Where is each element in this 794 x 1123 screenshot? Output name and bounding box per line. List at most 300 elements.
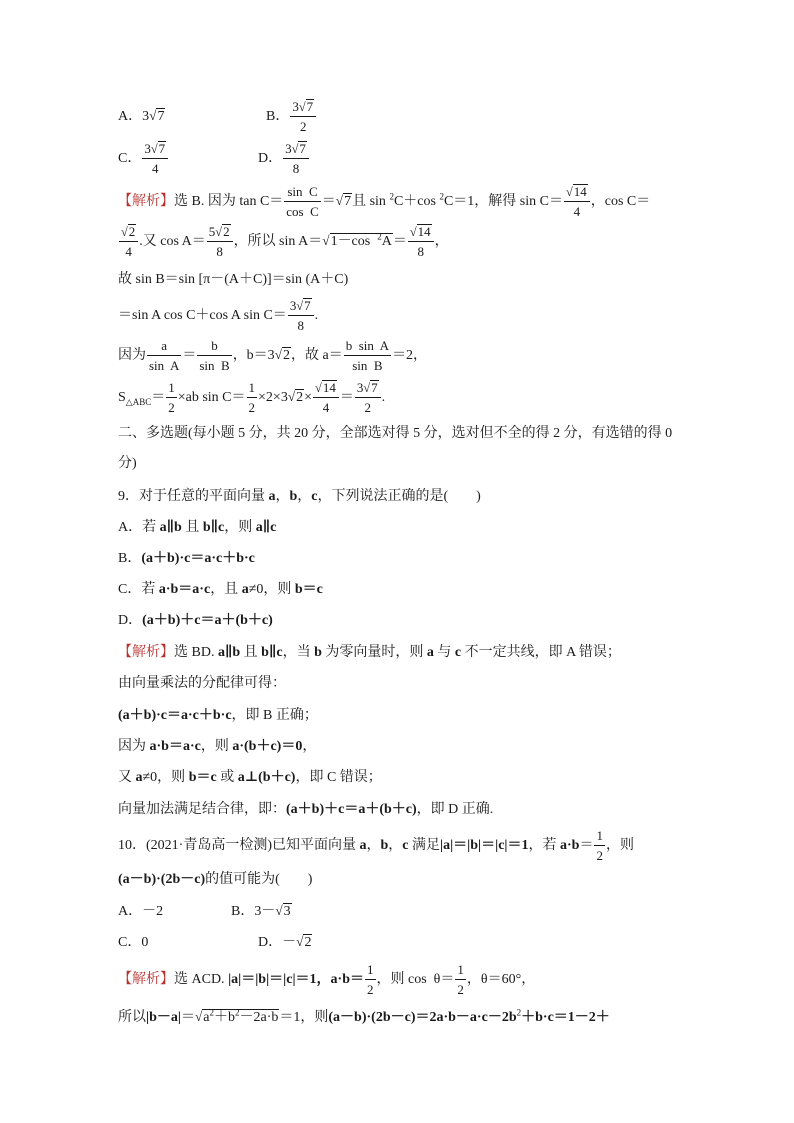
text-run: 14 (417, 224, 431, 240)
fraction-numerator (288, 297, 314, 315)
text-run: S (118, 390, 126, 405)
fraction (197, 337, 231, 374)
text-run: .又 cos A＝ (139, 234, 206, 249)
solution-label: 【解析】 (118, 972, 174, 987)
fraction-numerator (313, 379, 339, 397)
radical-sign-icon: √ (149, 108, 157, 123)
vector-expression: a·(b＋c)＝0 (232, 739, 303, 754)
radical-sign-icon: √ (565, 185, 573, 200)
fraction-denominator (288, 315, 314, 334)
square-root (296, 298, 311, 314)
text-run: ， (297, 489, 312, 504)
text-run: sin C (287, 184, 318, 200)
text-run: 满足 (408, 838, 441, 853)
vector-expression: (a－b)·(2b－c)＝2a·b－a·c－2b (328, 1010, 517, 1025)
vector-expression: (a＋b)＋c＝a＋(b＋c) (142, 613, 273, 628)
text-run: 2 (299, 119, 307, 135)
vector-expression: |a|＝|b|＝|c|＝1，a·b＝ (228, 972, 365, 987)
fraction (594, 827, 605, 864)
radical-sign-icon: √ (298, 100, 306, 115)
solution-label: 【解析】 (118, 194, 174, 209)
text-run: ，若 (528, 838, 561, 853)
text-run: 14 (322, 380, 336, 396)
fraction-denominator (119, 241, 138, 260)
text-run: 7 (157, 109, 165, 124)
fraction-numerator (365, 961, 376, 979)
text-run: . (381, 390, 386, 405)
radical-sign-icon: √ (296, 299, 304, 314)
text-run: D．－ (258, 935, 297, 950)
text-run: 7 (299, 141, 306, 157)
radicand (330, 233, 393, 250)
vector-expression: b (380, 838, 389, 853)
text-run: 8 (216, 244, 223, 260)
fraction-numerator (408, 223, 434, 241)
square-root (215, 224, 230, 240)
radicand (128, 224, 137, 240)
fraction-numerator (142, 140, 168, 158)
square-root (566, 184, 588, 200)
text-run: C．若 (118, 582, 159, 597)
text-run: 且 (181, 520, 203, 535)
text-run: 2 (596, 848, 603, 864)
text-run: . (314, 308, 319, 323)
fraction (166, 379, 177, 416)
text-run: ＝2， (392, 348, 428, 363)
text-run: 选 BD. (174, 645, 218, 660)
vector-expression: (a＋b)＋c＝a＋(b＋c) (286, 802, 417, 817)
radicand (417, 224, 432, 240)
vector-expression: c (454, 645, 462, 660)
text-run: 选 B. 因为 tan C＝ (174, 194, 284, 209)
text-run: ， (388, 838, 403, 853)
subscript: △ABC (125, 396, 152, 407)
fraction-denominator (207, 241, 233, 260)
square-root (315, 380, 337, 396)
fraction-denominator (365, 979, 376, 998)
option-a (118, 109, 165, 124)
superscript: 2 (234, 1007, 240, 1018)
superscript: 2 (377, 231, 382, 242)
text-run: ＝ (151, 390, 166, 405)
text-run: 8 (417, 244, 424, 260)
option-b (266, 97, 317, 137)
fraction-numerator (594, 827, 605, 845)
radical-sign-icon: √ (322, 233, 330, 248)
text-run: 7 (158, 141, 166, 157)
vector-expression: ＋b·c＝1－2＋ (521, 1010, 610, 1025)
text-run: ，即 B 正确； (231, 708, 318, 723)
fraction-denominator (142, 158, 168, 177)
text-run: ＝ (579, 838, 594, 853)
text-run: C＋cos (393, 194, 440, 209)
fraction-numerator (247, 379, 258, 397)
text-run: 10．(2021·青岛高一检测)已知平面向量 (118, 838, 360, 853)
vector-expression: a (426, 645, 434, 660)
radicand (303, 934, 312, 951)
text-run: ，则 cos θ＝ (376, 972, 455, 987)
text-run: 3 (292, 99, 299, 115)
radicand (303, 298, 312, 314)
text-run: 4 (573, 204, 581, 220)
heading-line (118, 414, 672, 454)
radicand (370, 380, 379, 396)
fraction (408, 223, 434, 260)
text-run: 分) (118, 456, 137, 471)
text-run: a (203, 1010, 210, 1025)
text-run: 1 (367, 962, 374, 978)
text-run: 且 (240, 645, 262, 660)
text-run: 2 (296, 390, 304, 405)
vector-expression: a·b (560, 838, 580, 853)
radical-sign-icon: √ (363, 381, 371, 396)
square-root (322, 233, 393, 251)
fraction-denominator (283, 158, 309, 177)
radicand (158, 141, 167, 157)
fraction-denominator (197, 355, 231, 374)
text-run: 或 (216, 770, 238, 785)
fraction (564, 183, 590, 220)
vector-expression: a (135, 770, 143, 785)
text-run: 3 (283, 904, 291, 919)
text-run: × (304, 390, 313, 405)
text-run: 7 (371, 380, 378, 396)
fraction (142, 140, 168, 177)
fraction-denominator (147, 355, 181, 374)
text-run: 7 (306, 99, 314, 115)
text-run: 故 sin B＝sin [π－(A＋C)]＝sin (A＋C) (118, 272, 349, 287)
radical-sign-icon: √ (409, 225, 417, 240)
radical-sign-icon: √ (121, 225, 128, 240)
vector-expression: a·b＝a·c (149, 739, 201, 754)
vector-expression: a (241, 582, 249, 597)
text-run: A．－2 (118, 904, 164, 919)
option-c (118, 935, 148, 950)
text-run: 4 (151, 161, 159, 177)
text-run: ＝sin A cos C＋cos A sin C＝ (118, 308, 287, 323)
radical-sign-icon: √ (215, 225, 223, 240)
text-run: 5 (208, 224, 216, 240)
square-root (336, 193, 352, 211)
text-run: 所以 (118, 1010, 146, 1025)
solution-line (118, 790, 493, 830)
square-root (149, 108, 165, 126)
fraction (207, 223, 233, 260)
text-run: ≠0，则 (248, 582, 295, 597)
text-run: 3 (356, 380, 364, 396)
text-run: ， (275, 489, 290, 504)
text-run: A (381, 234, 392, 249)
fraction-numerator (166, 379, 177, 397)
text-run: 3 (289, 298, 297, 314)
fraction-denominator (564, 201, 590, 220)
option-row (118, 923, 312, 963)
superscript: 2 (439, 191, 444, 202)
vector-expression: b (314, 645, 322, 660)
text-run: ，即 C 错误； (295, 770, 382, 785)
text-run: B． (266, 109, 290, 124)
fraction (290, 98, 316, 135)
fraction-denominator (408, 241, 434, 260)
text-run: ＝ (321, 194, 336, 209)
option-row (118, 139, 306, 179)
text-run: 不一定共线，即 A 错误； (461, 645, 621, 660)
text-run: 2 (364, 400, 371, 416)
text-run: ，则 (200, 739, 233, 754)
text-run: ，当 (282, 645, 315, 660)
fraction (288, 297, 314, 334)
superscript: 2 (209, 1007, 214, 1018)
text-run: B．3－ (231, 904, 276, 919)
radicand (343, 193, 352, 210)
vector-expression: (a－b)·(2b－c) (118, 872, 206, 887)
text-run: D． (118, 613, 143, 628)
text-run: 2 (168, 400, 175, 416)
text-run: B． (118, 551, 142, 566)
radical-sign-icon: √ (291, 142, 299, 157)
text-run: 3 (285, 141, 292, 157)
text-run: C．0 (118, 935, 149, 950)
square-root (151, 141, 166, 157)
square-root (363, 380, 378, 396)
fraction-numerator (564, 183, 590, 201)
text-run: ，所以 sin A＝ (233, 234, 323, 249)
text-run: D． (258, 151, 283, 166)
solution-line (118, 378, 385, 418)
text-run: ＝ (392, 234, 407, 249)
fraction-numerator (284, 183, 321, 201)
vector-expression: a (268, 489, 276, 504)
text-run: 9．对于任意的平面向量 (118, 489, 269, 504)
text-run: 2 (283, 348, 290, 363)
option-d (258, 139, 310, 179)
radicand (295, 389, 304, 406)
solution-label: 【解析】 (118, 645, 174, 660)
vector-expression: a·b＝a·c (158, 582, 211, 597)
text-run: ＝1，则 (279, 1010, 329, 1025)
solution-line (118, 296, 318, 336)
fraction-denominator (344, 355, 391, 374)
square-root (299, 99, 314, 115)
fraction (147, 337, 181, 374)
text-run: 4 (322, 400, 330, 416)
text-run: ×2×3 (258, 390, 288, 405)
vector-expression: a⊥(b＋c) (237, 770, 296, 785)
radicand (282, 347, 291, 364)
radicand (573, 184, 588, 200)
radicand (156, 108, 165, 125)
text-run: 又 (118, 770, 136, 785)
text-run: ＝ (339, 390, 354, 405)
radicand (322, 380, 337, 396)
radical-sign-icon: √ (335, 193, 344, 208)
vector-expression: b＝c (188, 770, 217, 785)
solution-line (118, 336, 427, 376)
text-run: 向量加法满足结合律，即： (118, 802, 286, 817)
text-run: 1－cos (330, 234, 378, 249)
text-run: 为零向量时，则 (321, 645, 427, 660)
text-run: 选 ACD. (174, 972, 229, 987)
fraction-numerator (290, 98, 316, 116)
vector-expression: (a＋b)·c＝a·c＋b·c (118, 708, 232, 723)
text-run: 7 (344, 194, 352, 209)
vector-expression: a (359, 838, 367, 853)
option-row (118, 97, 314, 137)
superscript: 2 (389, 191, 394, 202)
text-run: 2 (128, 224, 136, 240)
text-run: ， (366, 838, 381, 853)
vector-expression: |a|＝|b|＝|c|＝1 (440, 838, 529, 853)
text-run: ≠0，则 (142, 770, 189, 785)
fraction (283, 140, 309, 177)
vector-expression: c (402, 838, 409, 853)
option-c (118, 141, 169, 177)
fraction (284, 183, 321, 220)
text-run: 2 (223, 224, 230, 240)
square-root (292, 141, 307, 157)
text-run: sin A (149, 358, 180, 374)
text-run: 2 (304, 935, 312, 950)
text-run: 因为 (118, 348, 146, 363)
option-d (258, 923, 312, 963)
fraction-numerator (455, 961, 466, 979)
fraction (119, 223, 138, 260)
text-run: 1 (457, 962, 464, 978)
vector-expression: a∥b (217, 645, 241, 660)
text-run: 1 (168, 380, 175, 396)
radical-sign-icon: √ (194, 1009, 203, 1024)
vector-expression: |b－a| (146, 1010, 181, 1025)
radical-sign-icon: √ (315, 381, 322, 396)
text-run: 2 (248, 400, 256, 416)
text-run: 2 (457, 982, 464, 998)
text-run: 且 sin (352, 194, 390, 209)
text-run: 14 (573, 184, 587, 200)
solution-line (118, 960, 535, 1000)
fraction (355, 379, 381, 416)
square-root (275, 347, 291, 365)
text-run: 2 (367, 982, 374, 998)
fraction-numerator (119, 223, 138, 241)
vector-expression: b∥c (261, 645, 283, 660)
vector-expression: b∥c (202, 520, 225, 535)
radical-sign-icon: √ (150, 142, 158, 157)
text-run: ， (434, 234, 449, 249)
vector-expression: (a＋b)·c＝a·c＋b·c (141, 551, 255, 566)
text-run: a (161, 338, 168, 354)
text-run: ＝ (182, 348, 197, 363)
radical-sign-icon: √ (275, 903, 283, 918)
text-run: 1 (248, 380, 256, 396)
text-run: ，则 (605, 838, 634, 853)
fraction-numerator (207, 223, 233, 241)
vector-expression: c (311, 489, 318, 504)
text-run: ， (302, 739, 317, 754)
solution-line (118, 182, 650, 222)
fraction-numerator (197, 337, 231, 355)
text-run: b sin A (345, 338, 390, 354)
fraction-denominator (594, 845, 605, 864)
vector-expression: a∥c (255, 520, 277, 535)
text-run: 4 (125, 244, 132, 260)
option-a (118, 904, 163, 919)
radicand (298, 141, 307, 157)
text-run: 的值可能为( ) (205, 872, 313, 887)
solution-line (118, 998, 610, 1038)
text-run: ，下列说法正确的是( ) (317, 489, 481, 504)
vector-expression: b＝c (294, 582, 323, 597)
vector-expression: b (289, 489, 298, 504)
text-run: A．若 (118, 520, 160, 535)
text-run: C． (118, 151, 142, 166)
radical-sign-icon: √ (296, 934, 304, 949)
superscript: 2 (516, 1007, 522, 1018)
radicand (222, 224, 231, 240)
fraction (247, 379, 258, 416)
radical-sign-icon: √ (274, 347, 282, 362)
text-run: ，b＝3 (232, 348, 275, 363)
square-root (288, 389, 304, 407)
square-root (410, 224, 432, 240)
text-run: b (211, 338, 218, 354)
fraction (455, 961, 466, 998)
fraction (365, 961, 376, 998)
text-run: ×ab sin C＝ (177, 390, 246, 405)
vector-expression: a∥b (159, 520, 182, 535)
square-root (121, 224, 136, 240)
text-run: 二、多选题(每小题 5 分，共 20 分，全部选对得 5 分，选对但不全的得 2 分，有选错的得 0 (118, 426, 673, 441)
radicand (202, 1009, 279, 1026)
fraction-denominator (284, 201, 321, 220)
text-run: ，则 (224, 520, 256, 535)
text-run: ，cos C＝ (590, 194, 651, 209)
fraction (313, 379, 339, 416)
fraction-numerator (283, 140, 309, 158)
text-run: 1 (596, 828, 603, 844)
text-run: sin B (199, 358, 230, 374)
text-run: A．3 (118, 109, 150, 124)
fraction-numerator (344, 337, 391, 355)
text-run: ＋b (213, 1010, 235, 1025)
text-run: ，且 (210, 582, 242, 597)
fraction-numerator (355, 379, 381, 397)
text-run: C＝1，解得 sin C＝ (443, 194, 563, 209)
text-run: sin B (352, 358, 383, 374)
solution-line (118, 222, 449, 262)
square-root (275, 903, 291, 921)
text-run: 8 (297, 318, 304, 334)
fraction-denominator (290, 116, 316, 135)
fraction-numerator (147, 337, 181, 355)
text-run: ，故 a＝ (291, 348, 343, 363)
fraction (344, 337, 391, 374)
radicand (283, 903, 292, 920)
text-run: ，即 D 正确. (416, 802, 494, 817)
square-root (296, 934, 312, 952)
square-root (195, 1009, 279, 1027)
text-run: ＝ (180, 1010, 195, 1025)
solution-line (118, 260, 348, 300)
text-run: 8 (292, 161, 300, 177)
text-run: 由向量乘法的分配律可得： (118, 676, 286, 691)
text-run: cos C (286, 204, 319, 220)
text-run: 3 (144, 141, 151, 157)
text-run: －2a·b (239, 1010, 279, 1025)
radical-sign-icon: √ (287, 389, 296, 404)
radicand (306, 99, 315, 115)
text-run: 7 (304, 298, 311, 314)
fraction-denominator (455, 979, 466, 998)
